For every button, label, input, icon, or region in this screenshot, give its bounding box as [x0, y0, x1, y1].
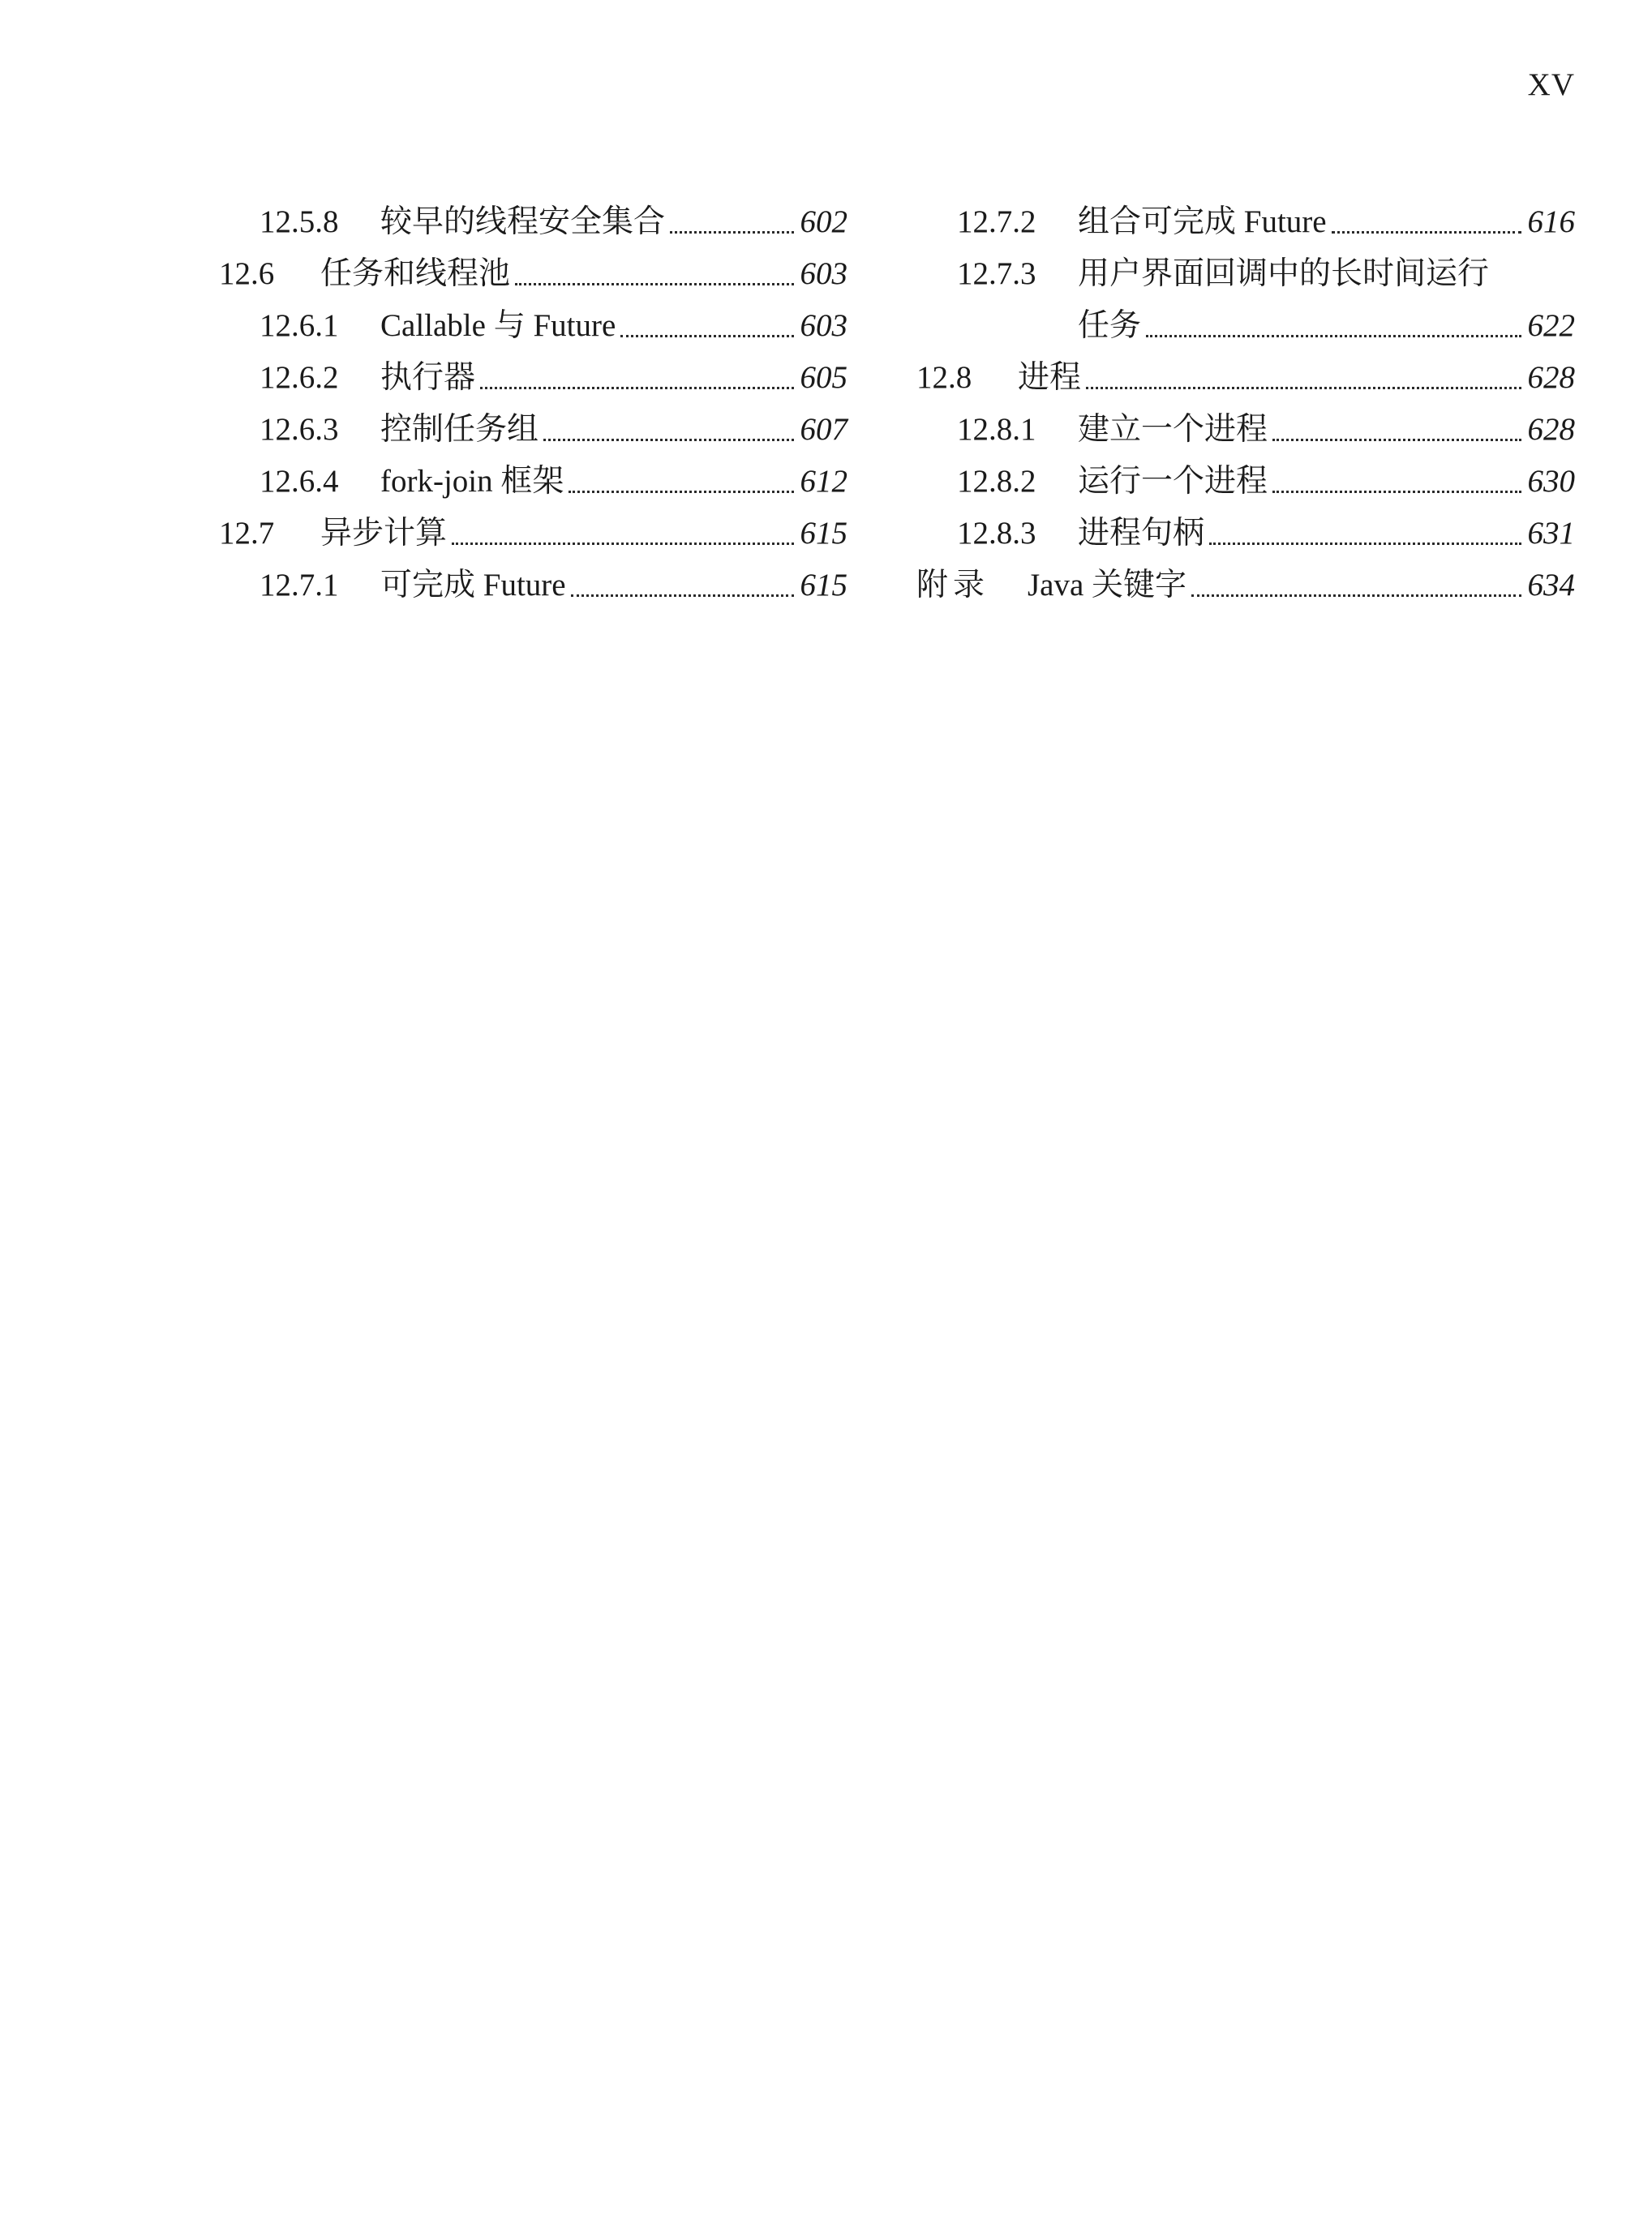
toc-entry-page: 628	[1527, 412, 1575, 447]
toc-entry[interactable]	[219, 560, 847, 611]
toc-left-column	[219, 196, 847, 611]
toc-entry-title: 异步计算	[320, 516, 448, 551]
toc-entry-page: 615	[800, 516, 847, 551]
dot-leader	[1191, 594, 1521, 597]
toc-entry-page: 631	[1527, 516, 1575, 551]
toc-entry-number: 12.6.1	[260, 308, 339, 343]
toc-entry-title: 进程	[1018, 360, 1082, 395]
toc-entry-number: 附录	[916, 568, 990, 603]
toc-entry-title: fork-join 框架	[380, 464, 564, 499]
toc-entry-page: 634	[1527, 568, 1575, 603]
dot-leader	[452, 543, 793, 545]
toc-entry[interactable]	[916, 352, 1575, 404]
toc-entry-title: 建立一个进程	[1078, 412, 1268, 447]
toc-entry-number: 12.6.3	[260, 412, 339, 447]
dot-leader	[543, 439, 793, 441]
toc-entry[interactable]	[219, 352, 847, 404]
toc-entry-title: Callable 与 Future	[380, 308, 616, 343]
toc-entry-title: 任务	[1078, 308, 1142, 343]
toc-entry-page: 628	[1527, 360, 1575, 395]
toc-entry-page: 602	[800, 204, 847, 239]
toc-entry-appendix[interactable]	[916, 560, 1575, 611]
toc-entry-number: 12.7.1	[260, 568, 339, 603]
toc-entry-title: 可完成 Future	[380, 568, 566, 603]
toc-entry[interactable]	[219, 196, 847, 248]
toc-entry-page: 607	[800, 412, 847, 447]
toc-entry-number: 12.7.3	[957, 256, 1036, 291]
toc-entry-page: 603	[800, 256, 847, 291]
toc-entry-title: 执行器	[380, 360, 476, 395]
toc-entry[interactable]	[219, 456, 847, 508]
toc-entry-page: 622	[1527, 308, 1575, 343]
toc-entry-number: 12.7	[219, 516, 275, 551]
toc-entry-title: 控制任务组	[380, 412, 539, 447]
toc-entry-number: 12.8	[916, 360, 972, 395]
toc-right-column	[916, 196, 1575, 611]
dot-leader	[1209, 543, 1521, 545]
toc-entry[interactable]	[916, 248, 1575, 300]
toc-entry-page: 615	[800, 568, 847, 603]
dot-leader	[670, 231, 793, 234]
toc-entry-number: 12.8.3	[957, 516, 1036, 551]
toc-entry[interactable]	[219, 508, 847, 560]
toc-entry-page: 616	[1527, 204, 1575, 239]
toc-entry-title: 用户界面回调中的长时间运行	[1078, 256, 1490, 291]
toc-entry-page: 612	[800, 464, 847, 499]
dot-leader	[1272, 439, 1521, 441]
toc-entry-number: 12.8.2	[957, 464, 1036, 499]
dot-leader	[569, 491, 793, 493]
toc-entry-continuation[interactable]	[916, 300, 1575, 352]
toc-entry[interactable]	[916, 508, 1575, 560]
dot-leader	[480, 387, 793, 389]
toc-entry-title: 组合可完成 Future	[1078, 204, 1327, 239]
toc-entry-number: 12.7.2	[957, 204, 1036, 239]
dot-leader	[620, 335, 793, 337]
toc-entry[interactable]	[916, 404, 1575, 456]
toc-entry-title: 任务和线程池	[320, 256, 511, 291]
toc-entry-page: 630	[1527, 464, 1575, 499]
toc-entry[interactable]	[219, 248, 847, 300]
toc-entry-number: 12.6.4	[260, 464, 339, 499]
toc-entry-number: 12.6.2	[260, 360, 339, 395]
toc-entry-number: 12.6	[219, 256, 275, 291]
toc-entry-number: 12.8.1	[957, 412, 1036, 447]
toc-entry[interactable]	[916, 456, 1575, 508]
toc-entry-title: 进程句柄	[1078, 516, 1205, 551]
toc-entry-title: 运行一个进程	[1078, 464, 1268, 499]
toc-entry[interactable]	[916, 196, 1575, 248]
dot-leader	[1332, 231, 1521, 234]
dot-leader	[571, 594, 794, 597]
dot-leader	[1086, 387, 1521, 389]
toc-entry-title: 较早的线程安全集合	[380, 204, 666, 239]
toc-entry-page: 605	[800, 360, 847, 395]
dot-leader	[1146, 335, 1521, 337]
toc-entry-title: Java 关键字	[1028, 568, 1187, 603]
toc-entry-page: 603	[800, 308, 847, 343]
dot-leader	[1272, 491, 1521, 493]
page-number: XV	[1527, 67, 1575, 102]
toc-entry[interactable]	[219, 300, 847, 352]
toc-entry-number: 12.5.8	[260, 204, 339, 239]
dot-leader	[515, 283, 793, 285]
toc-entry[interactable]	[219, 404, 847, 456]
